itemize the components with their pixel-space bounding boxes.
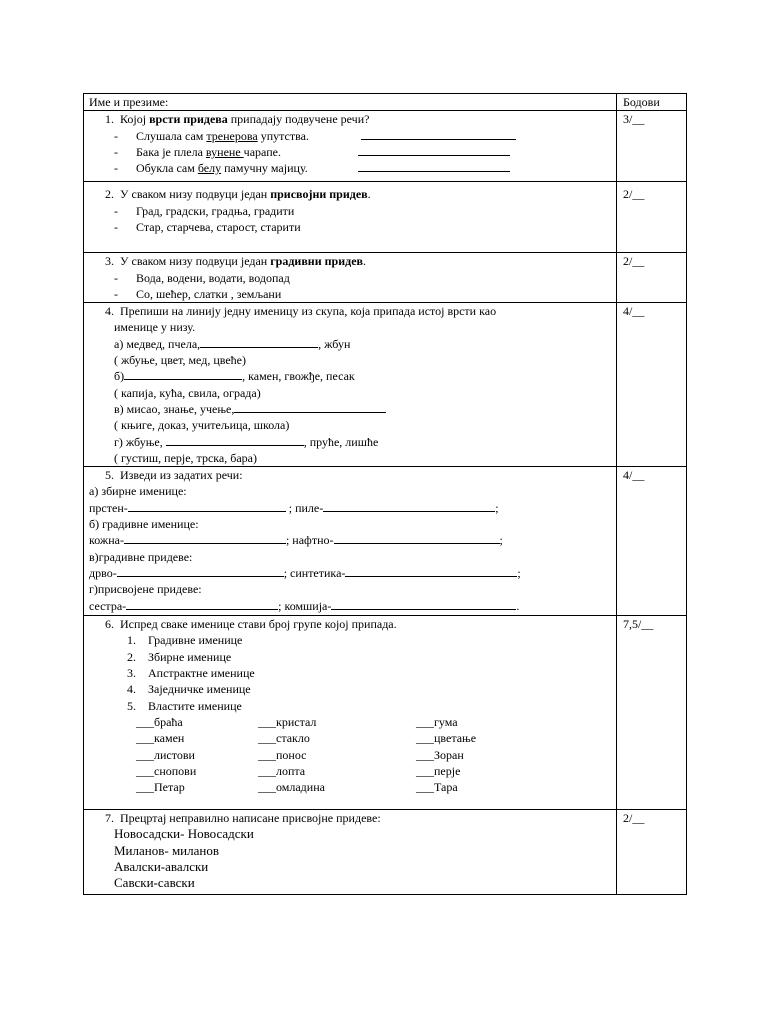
- answer-line[interactable]: [128, 500, 286, 512]
- question-3-item[interactable]: - Со, шећер, слатки , земљани: [114, 286, 282, 301]
- question-1-points: 3/__: [617, 111, 687, 182]
- answer-line[interactable]: [166, 434, 304, 446]
- question-7-row: [84, 810, 687, 895]
- answer-line[interactable]: [117, 565, 284, 577]
- question-5-c: дрво- ; синтетика- ;: [89, 565, 521, 580]
- question-2-row: [84, 182, 687, 253]
- question-4-points: 4/__: [617, 303, 687, 467]
- noun-row[interactable]: ___листови ___понос ___Зоран: [136, 747, 464, 762]
- answer-line[interactable]: [200, 336, 318, 348]
- question-4-prompt: 4. Препиши на линију једну именицу из скупа, која припада истој врсти као: [105, 304, 497, 319]
- question-6-prompt: 6. Испред сваке именице стави број групе којој припада.: [105, 617, 397, 632]
- question-1-item: - Обукла сам белу памучну мајицу.: [89, 160, 611, 176]
- question-1-prompt: 1. Којој врсти придева припадају подвучене речи?: [105, 112, 370, 127]
- answer-line[interactable]: [358, 160, 510, 172]
- question-4-a: а) медвед, пчела, , жбун: [114, 336, 351, 351]
- question-2-prompt: 2. У сваком низу подвуци један присвојни придев.: [105, 187, 371, 202]
- answer-line[interactable]: [323, 500, 495, 512]
- group-item: 5. Властите именице: [127, 698, 242, 713]
- answer-line[interactable]: [334, 532, 500, 544]
- question-4-c: в) мисао, знање, учење,: [89, 401, 611, 417]
- answer-line[interactable]: [345, 565, 517, 577]
- answer-line[interactable]: [126, 598, 278, 610]
- answer-line[interactable]: [358, 144, 510, 156]
- adjective-pair[interactable]: Миланов- миланов: [114, 842, 219, 858]
- question-5-b: кожна- ; нафтно- ;: [89, 533, 503, 548]
- noun-row[interactable]: ___Петар ___омладина ___Тара: [136, 780, 458, 795]
- question-6-points: 7,5/__: [617, 616, 687, 810]
- quiz-table: [83, 93, 687, 895]
- noun-row[interactable]: ___снопови ___лопта ___перје: [136, 763, 461, 778]
- question-5-points: 4/__: [617, 467, 687, 616]
- name-label: Име и презиме:: [84, 94, 617, 111]
- answer-line[interactable]: [361, 128, 516, 140]
- group-item: 1. Градивне именице: [127, 633, 243, 648]
- question-5-row: 5. Изведи из задатих речи: а) збирне именице: прстен- ; пиле- ; б) градивне именице: кожна- ; нафтно- ; в)градивне придеве: дрво- ; синтетика- ; г)присвојене придеве: сестра- ; комшија- . 4/__: [84, 467, 687, 616]
- question-3-points: 2/__: [617, 253, 687, 303]
- group-item: 3. Апстрактне именице: [127, 666, 255, 681]
- adjective-pair[interactable]: Новосадски- Новосадски: [114, 826, 254, 842]
- question-2-item[interactable]: - Стар, старчева, старост, старити: [114, 219, 301, 234]
- question-4-d: г) жбуње, , пруће, лишће: [114, 434, 379, 449]
- question-3-row: [84, 253, 687, 303]
- noun-row[interactable]: ___камен ___стакло ___цветање: [136, 731, 477, 746]
- group-item: 4. Заједничке именице: [127, 682, 251, 697]
- question-3-item[interactable]: - Вода, водени, водати, водопад: [114, 270, 290, 285]
- adjective-pair[interactable]: Савски-савски: [114, 875, 195, 891]
- question-5-d: сестра- ; комшија- .: [89, 598, 520, 613]
- answer-line[interactable]: [234, 401, 386, 413]
- question-4-row: 4. Препиши на линију једну именицу из скупа, која припада истој врсти као именице у низу. а) медвед, пчела, , жбун ( жбуње, цвет, мед, цвеће) б) , камен, гвожђе, песак ( капија, кућа, свила, ограда) в) мисао, знање, учење, ( књиге, доказ, учитељица, школа) г) жбуње, , пруће, лишће ( густиш, перје, трска, бара) 4/__: [84, 303, 687, 467]
- noun-row[interactable]: ___браћа ___кристал ___гума: [136, 714, 458, 729]
- header-row: [84, 94, 687, 111]
- answer-line[interactable]: [124, 532, 286, 544]
- question-1-item: - Бака је плела вунене чарапе.: [89, 144, 611, 160]
- answer-line[interactable]: [331, 598, 516, 610]
- question-4-b: б) , камен, гвожђе, песак: [114, 369, 355, 384]
- question-3-prompt: 3. У сваком низу подвуци један градивни придев.: [105, 254, 367, 269]
- question-7-prompt: 7. Прецртај неправилно написане присвојне придеве:: [105, 811, 381, 826]
- question-5-prompt: 5. Изведи из задатих речи:: [105, 468, 243, 483]
- answer-line[interactable]: [124, 368, 242, 380]
- question-7-points: 2/__: [617, 810, 687, 895]
- question-2-points: 2/__: [617, 182, 687, 253]
- question-6-row: [84, 616, 687, 810]
- question-2-item[interactable]: - Град, градски, градња, градити: [114, 203, 295, 218]
- points-header: Бодови: [617, 94, 687, 111]
- group-item: 2. Збирне именице: [127, 649, 232, 664]
- question-1-item: - Слушала сам тренерова упутства.: [89, 128, 611, 144]
- question-1-row: [84, 111, 687, 182]
- question-5-a: прстен- ; пиле- ;: [89, 500, 499, 515]
- adjective-pair[interactable]: Авалски-авалски: [114, 859, 209, 875]
